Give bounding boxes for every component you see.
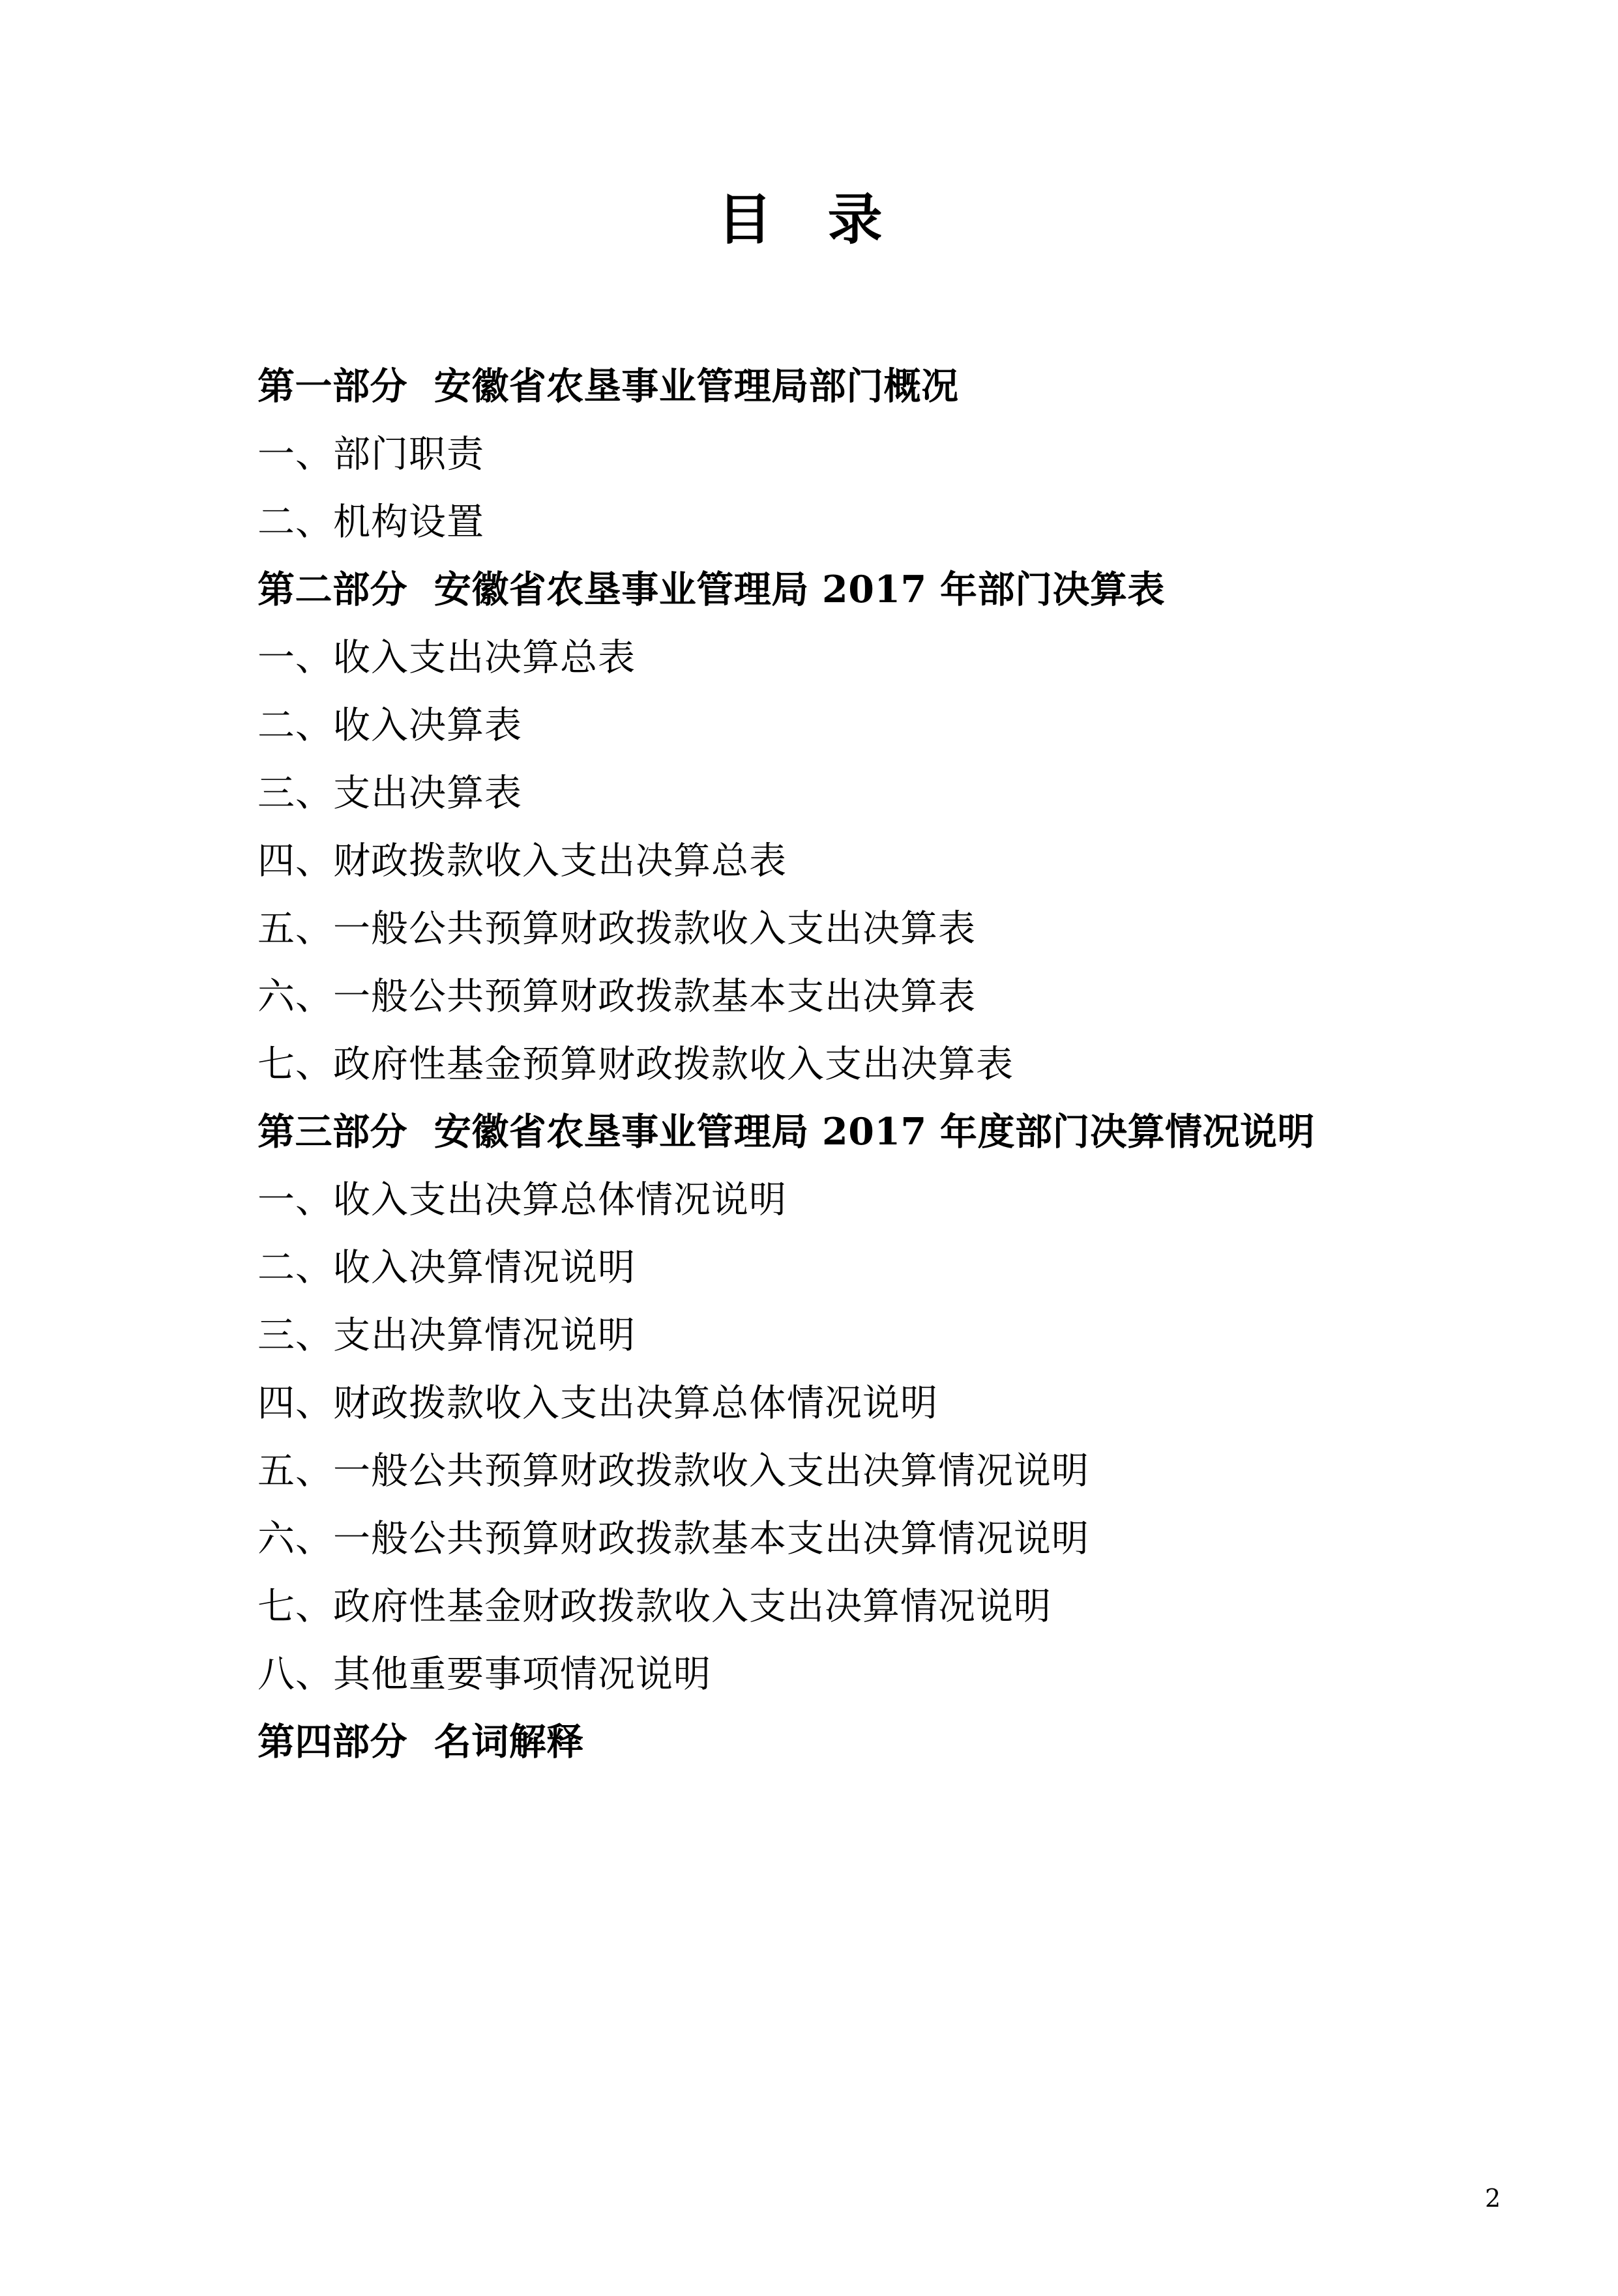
toc-entry[interactable]: 一、部门职责 <box>257 433 484 476</box>
toc-entry[interactable]: 第二部分 安徽省农垦事业管理局 2017 年部门决算表 <box>257 568 1166 611</box>
page-number: 2 <box>1484 2184 1501 2213</box>
toc-entry[interactable]: 二、机构设置 <box>257 501 484 544</box>
toc-entry[interactable]: 五、一般公共预算财政拨款收入支出决算表 <box>257 907 976 950</box>
page-title: 目 录 <box>717 187 901 252</box>
toc-entry[interactable]: 三、支出决算情况说明 <box>257 1314 636 1357</box>
toc-entry[interactable]: 六、一般公共预算财政拨款基本支出决算情况说明 <box>257 1517 1089 1560</box>
toc-entry[interactable]: 第三部分 安徽省农垦事业管理局 2017 年度部门决算情况说明 <box>257 1110 1316 1154</box>
toc-entry[interactable]: 第一部分 安徽省农垦事业管理局部门概况 <box>257 364 959 408</box>
toc-entry[interactable]: 四、财政拨款收入支出决算总表 <box>257 839 787 882</box>
toc-entry[interactable]: 五、一般公共预算财政拨款收入支出决算情况说明 <box>257 1449 1089 1492</box>
toc-entry[interactable]: 一、收入支出决算总表 <box>257 636 636 679</box>
toc-entry[interactable]: 第四部分 名词解释 <box>257 1720 584 1764</box>
table-of-contents <box>0 353 1618 1776</box>
toc-entry[interactable]: 六、一般公共预算财政拨款基本支出决算表 <box>257 975 976 1018</box>
toc-entry[interactable]: 二、收入决算情况说明 <box>257 1246 636 1289</box>
toc-entry[interactable]: 一、收入支出决算总体情况说明 <box>257 1178 787 1221</box>
toc-entry[interactable]: 四、财政拨款收入支出决算总体情况说明 <box>257 1382 938 1425</box>
toc-entry[interactable]: 八、其他重要事项情况说明 <box>257 1653 711 1696</box>
toc-entry[interactable]: 七、政府性基金预算财政拨款收入支出决算表 <box>257 1043 1014 1086</box>
toc-entry[interactable]: 二、收入决算表 <box>257 704 522 747</box>
toc-entry[interactable]: 七、政府性基金财政拨款收入支出决算情况说明 <box>257 1585 1052 1628</box>
toc-entry[interactable]: 三、支出决算表 <box>257 772 522 815</box>
